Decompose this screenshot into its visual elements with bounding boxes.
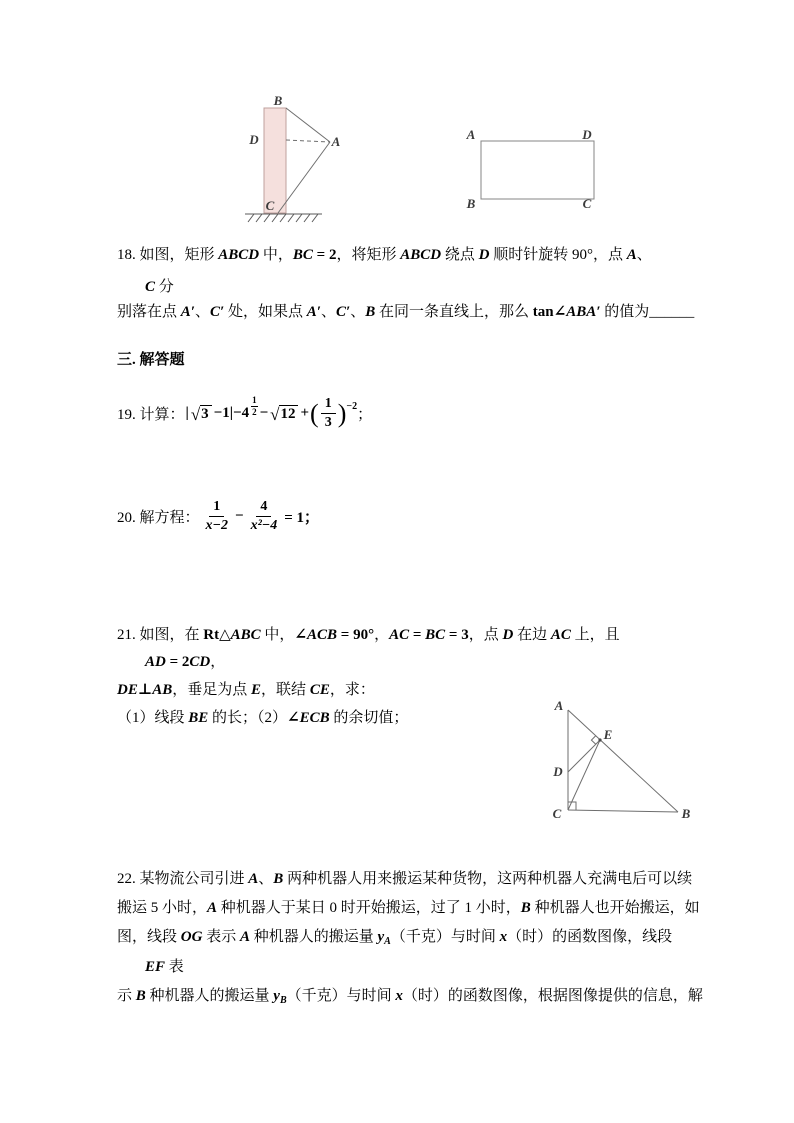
- fig3-label-A: A: [554, 698, 564, 713]
- question-20-line: [117, 499, 320, 534]
- question-22-line-3: [117, 927, 672, 952]
- text-segment: A: [384, 936, 391, 947]
- text-segment: tan∠: [532, 304, 567, 320]
- sqrt-3-radical: [191, 405, 212, 422]
- text-segment: ，将矩形: [336, 247, 401, 263]
- frac-denominator: 3: [324, 415, 332, 430]
- text-segment: x: [395, 988, 403, 1004]
- frac-numerator: 1: [321, 396, 336, 414]
- fig3-right-angle-mark-C: [568, 802, 576, 810]
- text-segment: 、: [636, 247, 652, 263]
- text-segment: （1）线段: [117, 710, 189, 726]
- text-segment: D: [478, 247, 490, 263]
- text-segment: 种机器人的搬运量: [249, 929, 378, 945]
- fig3-label-D: D: [553, 764, 563, 779]
- text-segment: C: [145, 279, 156, 295]
- text-segment: AC: [389, 627, 410, 643]
- fig1-label-B: B: [273, 93, 283, 108]
- text-segment: 中，: [259, 247, 293, 263]
- text-segment: B: [279, 995, 287, 1006]
- fraction-4-over-x2-minus-4: [247, 499, 282, 534]
- q20-lead-text: 20. 解方程：: [117, 510, 200, 526]
- text-segment: = 90°: [337, 627, 375, 643]
- text-segment: ，垂足为点: [172, 682, 252, 698]
- frac-denominator: x−2: [205, 518, 228, 533]
- figure-18-rectangle: [455, 120, 615, 215]
- text-segment: A′: [180, 304, 195, 320]
- text-segment: OG: [180, 929, 203, 945]
- text-segment: 在边: [513, 627, 551, 643]
- text-segment: ，: [374, 627, 390, 643]
- text-segment: 中，: [260, 627, 295, 643]
- text-segment: （时）的函数图像，根据图像提供的信息，解: [402, 988, 703, 1004]
- text-segment: EF: [145, 959, 166, 975]
- text-segment: CE: [309, 682, 330, 698]
- fig1-line-BA: [286, 108, 330, 142]
- question-22-line-1: [117, 869, 692, 890]
- fig1-label-C: C: [265, 198, 275, 213]
- exponent-neg-2: −2: [346, 401, 358, 412]
- fig3-label-E: E: [603, 727, 613, 742]
- fig3-segment-CE: [568, 740, 600, 810]
- text-segment: CD: [189, 654, 211, 670]
- fig3-side-AB: [568, 710, 678, 812]
- frac-numerator: 4: [256, 499, 271, 517]
- question-22-line-4: [145, 957, 184, 978]
- sqrt-12-radical: [270, 405, 298, 422]
- text-segment: ABCD: [218, 247, 260, 263]
- text-segment: 在同一条直线上，那么: [375, 304, 533, 320]
- text-segment: 种机器人也开始搬运，如: [530, 900, 700, 916]
- question-21-line-1: [117, 625, 620, 646]
- text-segment: 表: [165, 959, 184, 975]
- text-segment: ACB: [307, 627, 338, 643]
- text-segment: BC: [292, 247, 313, 263]
- question-22-line-2: [117, 898, 700, 919]
- text-segment: 的余切值；: [329, 710, 409, 726]
- fig1-label-A: A: [331, 134, 341, 149]
- text-segment: 、: [195, 304, 211, 320]
- text-segment: y: [273, 988, 280, 1004]
- text-segment: ，联结: [261, 682, 310, 698]
- text-segment: 、: [258, 871, 274, 887]
- fig3-segment-DE: [568, 740, 600, 772]
- frac-numerator: 1: [209, 499, 224, 517]
- text-segment: 种机器人的搬运量: [145, 988, 274, 1004]
- text-segment: （千克）与时间: [390, 929, 500, 945]
- text-segment: ABA′: [566, 304, 601, 320]
- text-segment: 别落在点: [117, 304, 181, 320]
- radical-sign: √: [190, 405, 201, 424]
- radicand-12: 12: [279, 405, 298, 422]
- text-segment: （时）的函数图像，线段: [507, 929, 673, 945]
- question-19-line: [117, 396, 372, 431]
- text-segment: = 3: [445, 627, 469, 643]
- text-segment: 种机器人于某日 0 时开始搬运，过了 1 小时，: [217, 900, 521, 916]
- text-segment: ，点: [468, 627, 503, 643]
- fig3-point-E-dot: [598, 738, 601, 741]
- text-segment: 图，线段: [117, 929, 181, 945]
- fig1-dashed-line-DA: [286, 140, 330, 142]
- fig1-ground-hatching: [248, 214, 318, 222]
- text-segment: B: [520, 900, 531, 916]
- q19-abs-open: |: [185, 405, 189, 421]
- text-segment: AC: [550, 627, 571, 643]
- fig2-label-D: D: [582, 127, 592, 142]
- text-segment: 的长；（2）: [208, 710, 288, 726]
- text-segment: 处，如果点: [224, 304, 307, 320]
- text-segment: A′: [306, 304, 321, 320]
- figure-21-triangle: [535, 693, 700, 833]
- figure-18-rotation: [230, 88, 360, 233]
- text-segment: DE: [117, 682, 138, 698]
- q19-paren-open: (: [310, 398, 319, 428]
- text-segment: 两种机器人用来搬运某种货物，这两种机器人充满电后可以续: [283, 871, 693, 887]
- text-segment: 、: [321, 304, 337, 320]
- q19-lead-text: 19. 计算：: [117, 407, 185, 423]
- text-segment: 、: [350, 304, 366, 320]
- text-segment: 表示: [202, 929, 240, 945]
- text-segment: ∠: [294, 627, 307, 643]
- text-segment: ABCD: [400, 247, 442, 263]
- question-21-line-3: [117, 680, 375, 701]
- exponent-one-half: [251, 396, 258, 417]
- question-21-line-4: [117, 708, 408, 729]
- text-segment: A: [207, 900, 218, 916]
- text-segment: 顺时针旋转 90°，点: [489, 247, 627, 263]
- question-18-line-1: [117, 245, 652, 266]
- text-segment: ABC: [230, 627, 261, 643]
- q20-minus: −: [235, 508, 244, 524]
- text-segment: A: [239, 929, 250, 945]
- section-header: 三. 解答题: [117, 352, 185, 368]
- text-segment: =: [409, 627, 426, 643]
- text-segment: AB: [152, 682, 173, 698]
- q20-equals-one: = 1；: [284, 510, 320, 526]
- fig3-side-CB: [568, 810, 678, 812]
- text-segment: ECB: [299, 710, 330, 726]
- text-segment: B: [365, 304, 376, 320]
- text-segment: 21. 如图，在: [117, 627, 204, 643]
- text-segment: 绕点: [441, 247, 479, 263]
- fig2-label-B: B: [466, 196, 476, 211]
- q19-middle-terms: −1|−4: [213, 405, 250, 421]
- text-segment: ⊥: [137, 682, 153, 698]
- fig3-label-C: C: [552, 806, 562, 821]
- radicand-3: 3: [200, 405, 212, 422]
- q19-end-punct: ；: [357, 407, 373, 423]
- text-segment: BC: [425, 627, 446, 643]
- fig2-label-C: C: [582, 196, 592, 211]
- text-segment: A: [626, 247, 637, 263]
- text-segment: Rt△: [203, 627, 231, 643]
- q19-plus: +: [300, 405, 310, 421]
- text-segment: AD: [145, 654, 166, 670]
- question-18-line-2: [145, 277, 174, 298]
- text-segment: 22. 某物流公司引进: [117, 871, 249, 887]
- text-segment: = 2: [165, 654, 190, 670]
- text-segment: C′: [336, 304, 351, 320]
- text-segment: 分: [155, 279, 174, 295]
- text-segment: E: [251, 682, 262, 698]
- text-segment: ，求：: [329, 682, 375, 698]
- text-segment: x: [499, 929, 508, 945]
- frac-denominator: x²−4: [250, 518, 278, 533]
- text-segment: 示: [117, 988, 136, 1004]
- q19-paren-close: ): [337, 398, 347, 428]
- text-segment: y: [377, 929, 385, 945]
- text-segment: C′: [210, 304, 225, 320]
- radical-sign: √: [270, 405, 280, 424]
- text-segment: ∠: [287, 710, 300, 726]
- text-segment: = 2: [312, 247, 337, 263]
- text-segment: （千克）与时间: [286, 988, 396, 1004]
- exp-numerator: 1: [252, 395, 257, 405]
- text-segment: D: [502, 627, 514, 643]
- text-segment: BE: [188, 710, 209, 726]
- question-21-line-2: [145, 652, 225, 673]
- text-segment: 的值为______: [600, 304, 695, 320]
- fig2-rect: [481, 141, 594, 199]
- text-segment: 搬运 5 小时，: [117, 900, 208, 916]
- text-segment: B: [135, 988, 146, 1004]
- question-22-line-5: [117, 986, 703, 1011]
- text-segment: 18. 如图，矩形: [117, 247, 219, 263]
- text-segment: 上，且: [570, 627, 620, 643]
- fig1-label-D: D: [249, 132, 259, 147]
- text-segment: ，: [210, 654, 226, 670]
- fig3-right-angle-mark-E: [591, 736, 595, 744]
- fraction-one-third: [321, 396, 336, 431]
- fig2-label-A: A: [466, 127, 476, 142]
- question-18-line-3: [117, 302, 694, 323]
- text-segment: B: [273, 871, 284, 887]
- fig3-label-B: B: [681, 806, 691, 821]
- q19-minus: −: [259, 405, 269, 421]
- fraction-1-over-x-minus-2: [202, 499, 232, 534]
- exp-denominator: 2: [252, 407, 257, 417]
- text-segment: A: [248, 871, 259, 887]
